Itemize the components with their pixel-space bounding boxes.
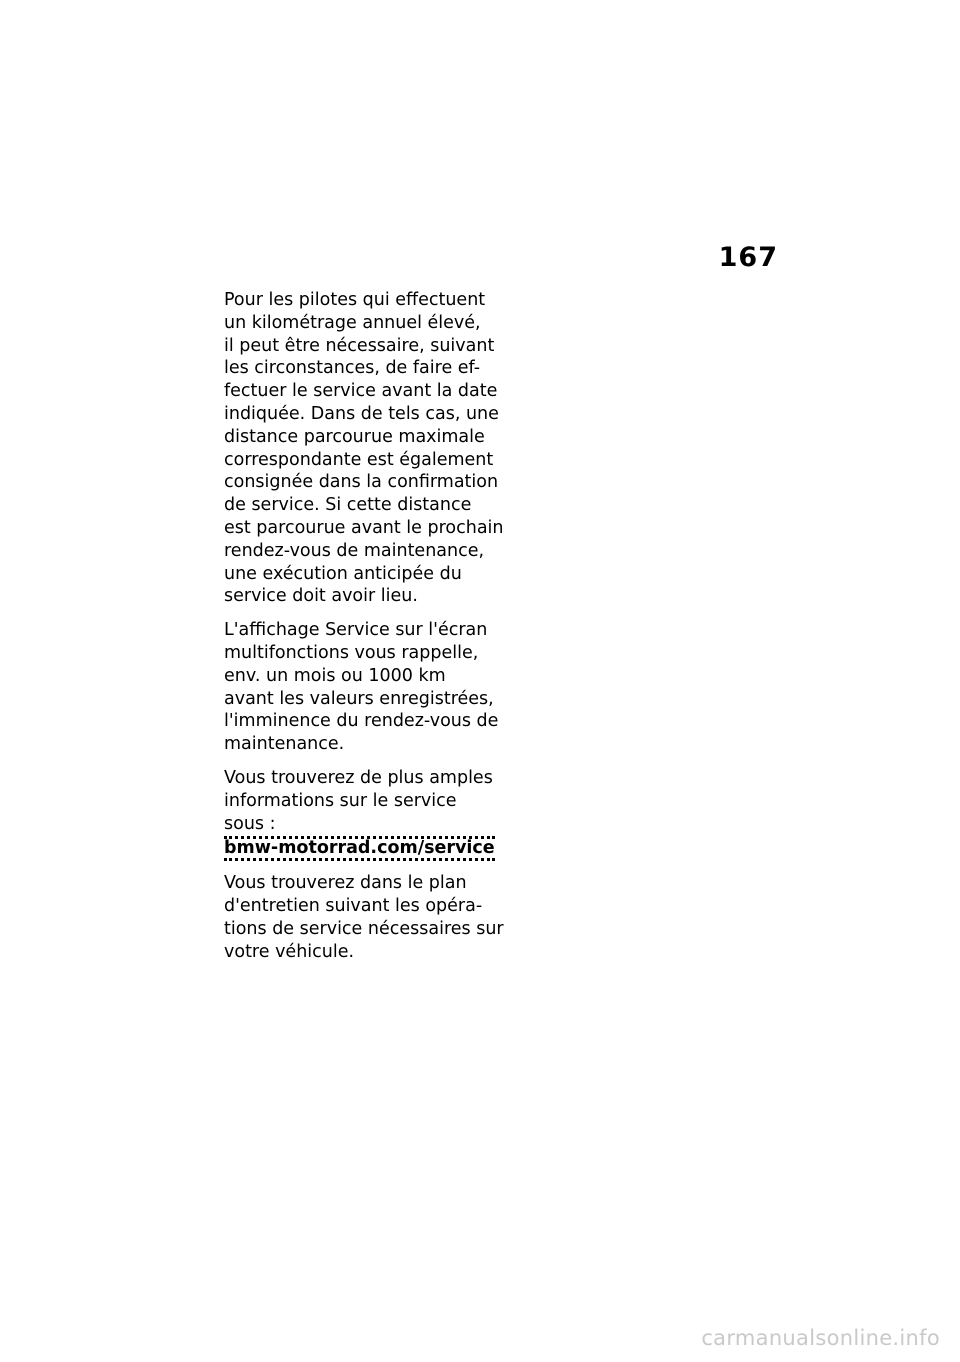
paragraph-service-display xyxy=(224,619,499,756)
text-line: maintenance. xyxy=(224,734,345,755)
text-line: Vous trouverez dans le plan xyxy=(224,873,467,894)
page-number: 167 xyxy=(718,242,778,273)
text-line: multifonctions vous rappelle, xyxy=(224,642,479,663)
text-line: indiquée. Dans de tels cas, une xyxy=(224,403,499,424)
paragraph-more-info xyxy=(224,767,496,861)
watermark: carmanualsonline.info xyxy=(701,1326,940,1350)
text-line: l'imminence du rendez-vous de xyxy=(224,711,499,732)
text-line: service doit avoir lieu. xyxy=(224,586,418,607)
text-line: rendez-vous de maintenance, xyxy=(224,540,485,561)
text-line: une exécution anticipée du xyxy=(224,563,462,584)
text-line: d'entretien suivant les opéra- xyxy=(224,896,483,917)
text-line: distance parcourue maximale xyxy=(224,426,485,447)
text-line: consignée dans la confirmation xyxy=(224,472,499,493)
text-line: votre véhicule. xyxy=(224,941,355,962)
text-line: env. un mois ou 1000 km xyxy=(224,665,446,686)
text-line: L'affichage Service sur l'écran xyxy=(224,620,488,641)
text-line: Vous trouverez de plus amples xyxy=(224,767,493,788)
text-line: avant les valeurs enregistrées, xyxy=(224,688,494,709)
text-line: les circonstances, de faire ef- xyxy=(224,358,481,379)
text-line: Pour les pilotes qui effectuent xyxy=(224,290,486,310)
text-line: est parcourue avant le prochain xyxy=(224,517,504,538)
text-line: un kilométrage annuel élevé, xyxy=(224,312,481,333)
paragraph-maintenance-plan xyxy=(224,872,504,963)
paragraph-service-early xyxy=(224,289,504,608)
text-line: fectuer le service avant la date xyxy=(224,381,498,402)
body-text xyxy=(224,289,504,975)
text-line: informations sur le service xyxy=(224,790,457,811)
text-line: correspondante est également xyxy=(224,449,494,470)
text-line: de service. Si cette distance xyxy=(224,495,472,516)
text-line: il peut être nécessaire, suivant xyxy=(224,335,495,356)
text-line: sous : xyxy=(224,813,276,834)
text-line: tions de service nécessaires sur xyxy=(224,918,504,939)
service-link[interactable]: bmw-motorrad.com/service xyxy=(224,836,495,861)
